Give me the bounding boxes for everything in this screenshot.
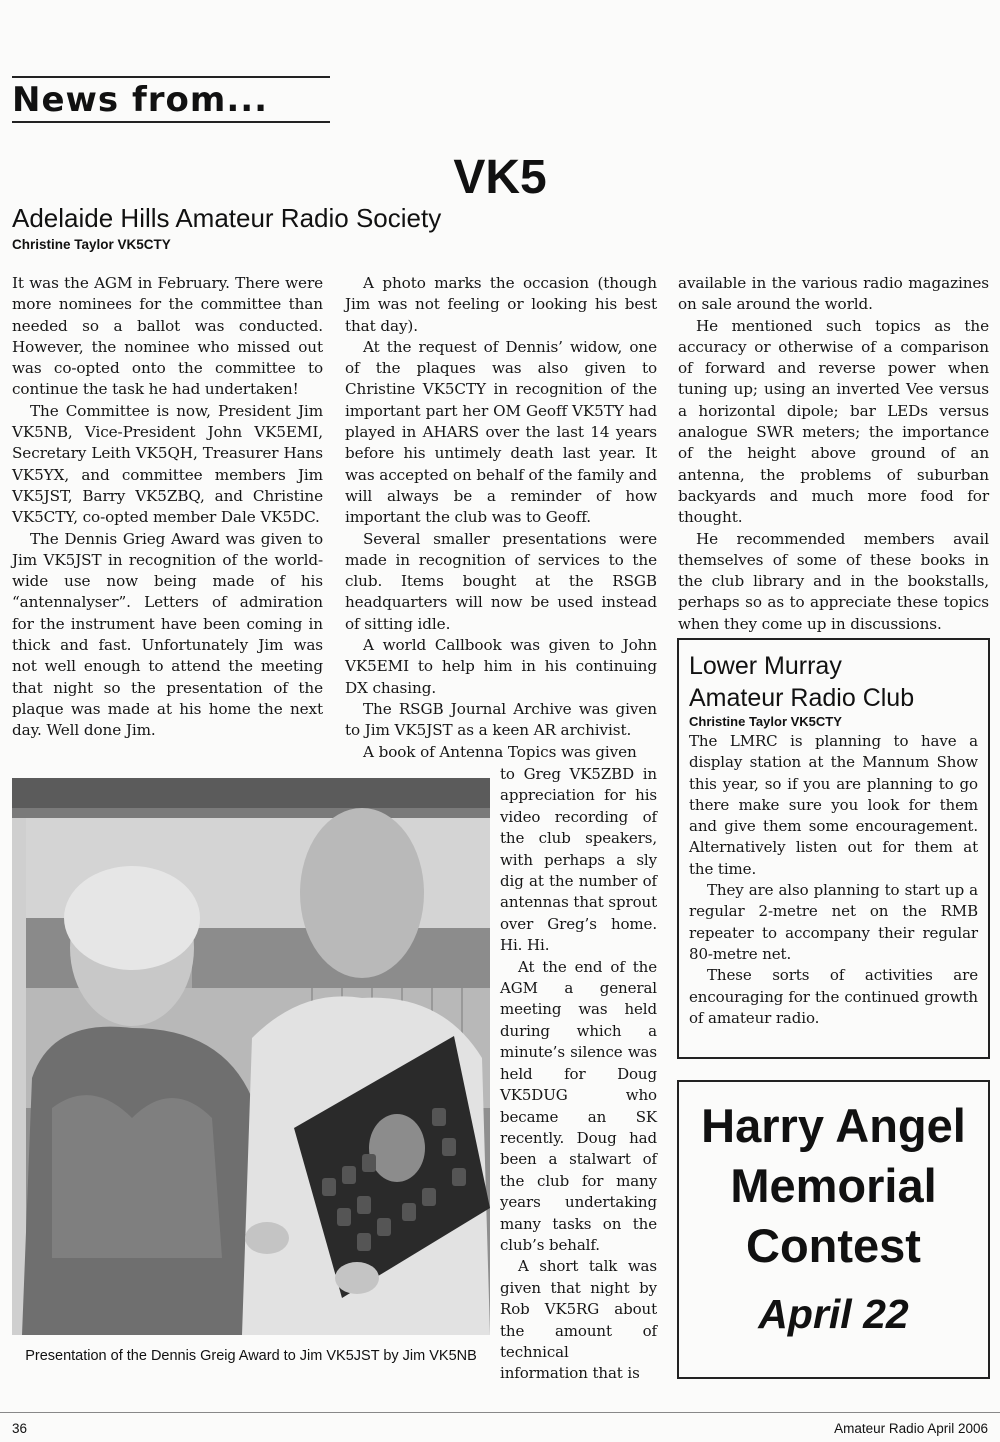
paragraph: A photo marks the occasion (though Jim was not feeling or looking his best that day). (345, 274, 657, 335)
lmrc-byline: Christine Taylor VK5CTY (689, 714, 842, 729)
footer-rule (0, 1412, 1000, 1413)
lmrc-box (677, 638, 990, 1059)
paragraph: It was the AGM in February. There were more nominees for the committee than needed so a ballot was conducted. However, the nominee who missed out was co-opted onto the committee to continue the task he had undertaken! (12, 274, 323, 399)
region-heading: VK5 (453, 151, 547, 204)
contest-date: April 22 (758, 1291, 909, 1337)
contest-box (677, 1080, 990, 1379)
header-rule-bottom (12, 121, 330, 123)
presentation-photo (12, 778, 490, 1335)
article-column-2 (345, 273, 657, 763)
article-column-2-narrow (500, 764, 657, 1385)
article-title: Adelaide Hills Amateur Radio Society (12, 203, 442, 233)
contest-line-1: Harry Angel (701, 1099, 966, 1152)
paragraph: The Dennis Grieg Award was given to Jim VK5JST in recognition of the world-wide use now being made of his “antennalyser”. Letters of admiration for the instrument have been coming in thick and fast. Unfortunately Jim was not well enough to attend the meeting that night so the presentation of the plaque was made at his home the next day. Well done Jim. (12, 529, 323, 740)
paragraph: These sorts of activities are encouraging for the continued growth of amateur radio. (689, 966, 978, 1027)
photo-caption: Presentation of the Dennis Greig Award to Jim VK5JST by Jim VK5NB (25, 1348, 477, 1364)
paragraph: The RSGB Journal Archive was given to Jim VK5JST as a keen AR archivist. (345, 699, 657, 740)
paragraph: They are also planning to start up a regular 2-metre net on the RMB repeater to accompany their regular 80-metre net. (689, 881, 978, 963)
page-number: 36 (12, 1421, 28, 1436)
article-column-3 (678, 273, 989, 635)
paragraph: The LMRC is planning to have a display station at the Mannum Show this year, so if you are planning to go there make sure you look for them and give them some encouragement. Alternatively listen out for them at the time. (689, 732, 978, 878)
magazine-issue: Amateur Radio April 2006 (834, 1421, 988, 1436)
article-column-1 (12, 273, 323, 742)
header-rule-top (12, 76, 330, 78)
paragraph: to Greg VK5ZBD in appreciation for his video recording of the club speakers, with perhaps a sly dig at the number of antennas that sprout over Greg’s home. Hi. Hi. (500, 765, 657, 955)
paragraph: At the end of the AGM a general meeting was held during which a minute’s silence was held for Doug VK5DUG who became an SK recently. Doug had been a stalwart of the club for many years undertaking many tasks on the club’s behalf. (500, 957, 657, 1254)
paragraph: He mentioned such topics as the accuracy or otherwise of a comparison of forward and reverse power when tuning up; using an inverted Vee versus a horizontal dipole; bar LEDs versus analogue SWR meters; the importance of the height above ground of an antenna, the problems of suburban backyards and much more food for thought. (678, 316, 989, 527)
lmrc-title-line1: Lower Murray (689, 652, 842, 680)
lmrc-title-line2: Amateur Radio Club (689, 684, 915, 712)
paragraph: At the request of Dennis’ widow, one of the plaques was also given to Christine VK5CTY in recognition of the important part her OM Geoff VK5TY had played in AHARS over the last 14 years before his untimely death last year. It was accepted on behalf of the family and will always be a reminder of how important the club was to Geoff. (345, 337, 657, 527)
paragraph: A world Callbook was given to John VK5EMI to help him in his continuing DX chasing. (345, 636, 657, 697)
paragraph: A short talk was given that night by Rob VK5RG about the amount of technical information that is (500, 1257, 657, 1383)
paragraph: The Committee is now, President Jim VK5NB, Vice-President John VK5EMI, Secretary Leith VK5QH, Treasurer Hans VK5YX, and committee members Jim VK5JST, Barry VK5ZBQ, and Christine VK5CTY, co-opted member Dale VK5DC. (12, 401, 323, 527)
article-byline: Christine Taylor VK5CTY (12, 237, 171, 252)
paragraph: available in the various radio magazines on sale around the world. (678, 274, 989, 314)
lmrc-body (689, 731, 978, 1029)
contest-line-2: Memorial (730, 1159, 937, 1212)
paragraph: A book of Antenna Topics was given (363, 742, 637, 761)
section-title: News from... (12, 80, 269, 120)
contest-line-3: Contest (746, 1219, 921, 1272)
paragraph: Several smaller presentations were made in recognition of services to the club. Items bought at the RSGB headquarters will now be used instead of sitting idle. (345, 529, 657, 633)
paragraph: He recommended members avail themselves of some of these books in the club library and in the bookstalls, perhaps so as to appreciate these topics when they come up in discussions. (678, 529, 989, 633)
